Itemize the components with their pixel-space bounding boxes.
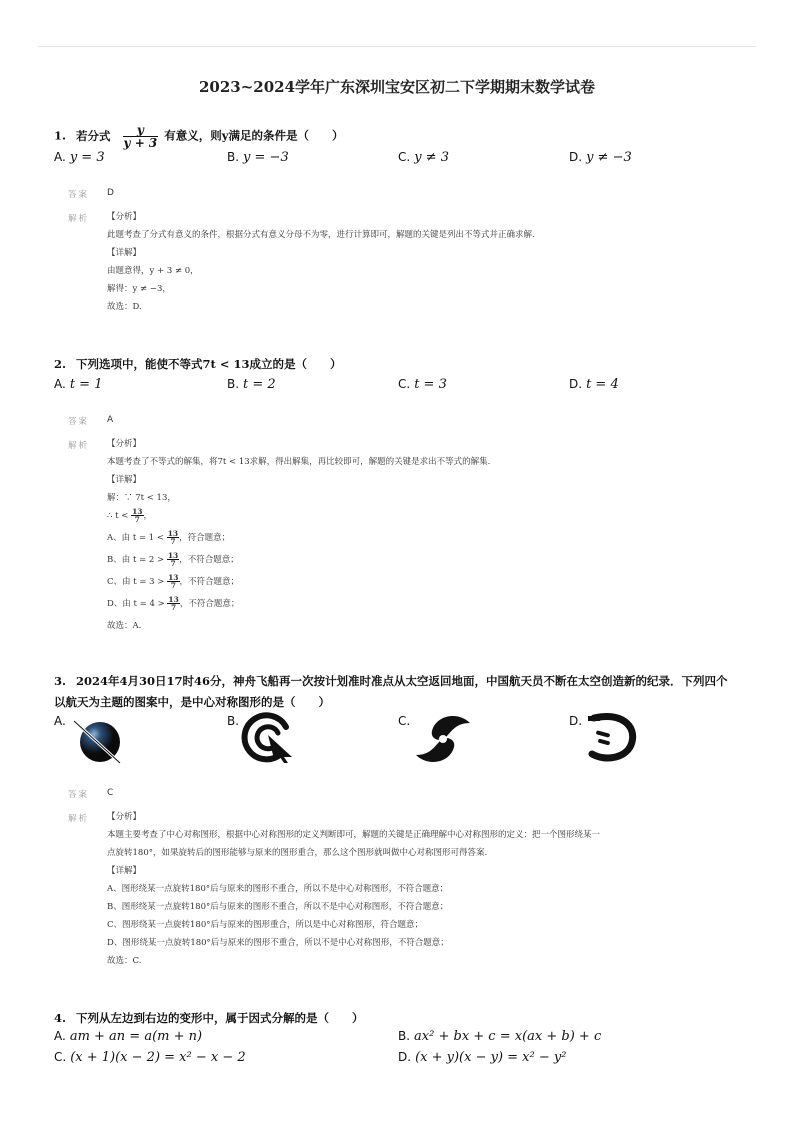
answer-value: D [107,188,114,198]
option-d[interactable]: D. y ≠ −3 [569,150,632,165]
fraction [123,124,159,149]
option-c[interactable]: C. t = 3 [398,377,447,392]
question-2-stem [54,356,342,372]
fraction-numerator: y [123,124,159,137]
swirl-icon [412,713,472,763]
fraction: $\frac{13}{7}$ [132,506,143,524]
option-a[interactable]: A. y = 3 [54,150,105,165]
solution-block: 【分析】 此题考查了分式有意义的条件，根据分式有意义分母不为零，进行计算即可，解题的关键是列出不等式并正确求解. 【详解】 由题意得，y + 3 ≠ 0， 解得：y ≠ −3， 故选：D. [107,212,535,312]
option-d[interactable]: D. [569,714,583,728]
option-c[interactable]: C. [398,714,411,728]
option-d[interactable]: D. (x + y)(x − y) = x² − y² [398,1050,567,1065]
question-3-stem-cont: 以航天为主题的图案中，是中心对称图形的是（ ） [54,695,330,709]
option-b[interactable]: B. y = −3 [227,150,289,165]
target-arrow-icon [240,711,300,761]
option-a[interactable]: A. t = 1 [54,377,103,392]
option-c[interactable]: C. (x + 1)(x − 2) = x² − x − 2 [54,1050,246,1065]
question-number: 3. [54,674,67,688]
answer-value: A [107,415,114,425]
question-text: 有意义，则y满足的条件是（ ） [164,128,344,143]
answer-label: 答案 [68,190,90,200]
answer-label: 答案 [68,790,90,800]
question-4-stem [54,1010,364,1026]
question-number: 1. [54,128,67,143]
question-text: 2024年4月30日17时46分，神舟飞船再一次按计划准时准点从太空返回地面，中国航天员不断在太空创造新的纪录．下列四个 [76,674,728,688]
solution-block: 【分析】 本题考查了不等式的解集，将7t < 13求解，得出解集，再比较即可，解题的关键是求出不等式的解集. 【详解】 解：∵ 7t < 13， ∴ t < $\frac{13}{7}$ ， A、由 t = 1 < $\frac{13}{7}$ ，符合题意； B、由 t = 2 > $\frac{13}{7}$ ，不符合题意； C、由 t = 3 > $\frac{13}{7}$ ，不符合题意； D、由 t = 4 > $\frac{13}{7}$ ，不符合题意； 故选：A. [107,439,491,631]
page-title: 2023~2024学年广东深圳宝安区初二下学期期末数学试卷 [198,78,596,96]
question-text: 下列从左边到右边的变形中，属于因式分解的是（ ） [76,1011,364,1025]
option-a[interactable]: A. am + an = a(m + n) [54,1029,203,1044]
question-3-stem [54,673,728,689]
fraction: $\frac{13}{7}$ [167,550,179,568]
option-d[interactable]: D. t = 4 [569,377,619,392]
option-c[interactable]: C. y ≠ 3 [398,150,449,165]
question-text: 若分式 [76,128,111,143]
rocket-loop-icon [582,712,642,762]
planet-icon [70,715,130,765]
option-a[interactable]: A. [54,714,66,728]
analysis-label: 解析 [68,814,90,824]
top-divider [38,46,756,47]
fraction-denominator: y + 3 [123,136,158,150]
question-1-stem [54,124,343,149]
option-b[interactable]: B. [227,714,240,728]
analysis-label: 解析 [68,214,90,224]
fraction: $\frac{13}{7}$ [168,572,179,590]
fraction: $\frac{13}{7}$ [167,528,179,546]
analysis-label: 解析 [68,441,90,451]
question-text: 下列选项中，能使不等式7t < 13成立的是（ ） [76,357,342,371]
answer-label: 答案 [68,417,90,427]
answer-value: C [107,788,114,798]
option-b[interactable]: B. ax² + bx + c = x(ax + b) + c [398,1029,602,1044]
option-b[interactable]: B. t = 2 [227,377,276,392]
question-number: 2. [54,357,67,371]
solution-block: 【分析】 本题主要考查了中心对称图形，根据中心对称图形的定义判断即可，解题的关键是正确理解中心对称图形的定义：把一个图形绕某一 点旋转180°，如果旋转后的图形能够与原来的图形重合，那么这个图形就叫做中心对称图形可得答案. 【详解】 A、图形绕某一点旋转180°后与原来的图形不重合，所以不是中心对称图形，不符合题意； B、图形绕某一点旋转180°后与原来的图形不重合，所以不是中心对称图形，不符合题意； C、图形绕某一点旋转180°后与原来的图形重合，所以是中心对称图形，符合题意； D、图形绕某一点旋转180°后与原来的图形不重合，所以不是中心对称图形，不符合题意； 故选：C. [107,812,601,966]
fraction: $\frac{13}{7}$ [168,594,179,612]
question-number: 4. [54,1011,67,1025]
